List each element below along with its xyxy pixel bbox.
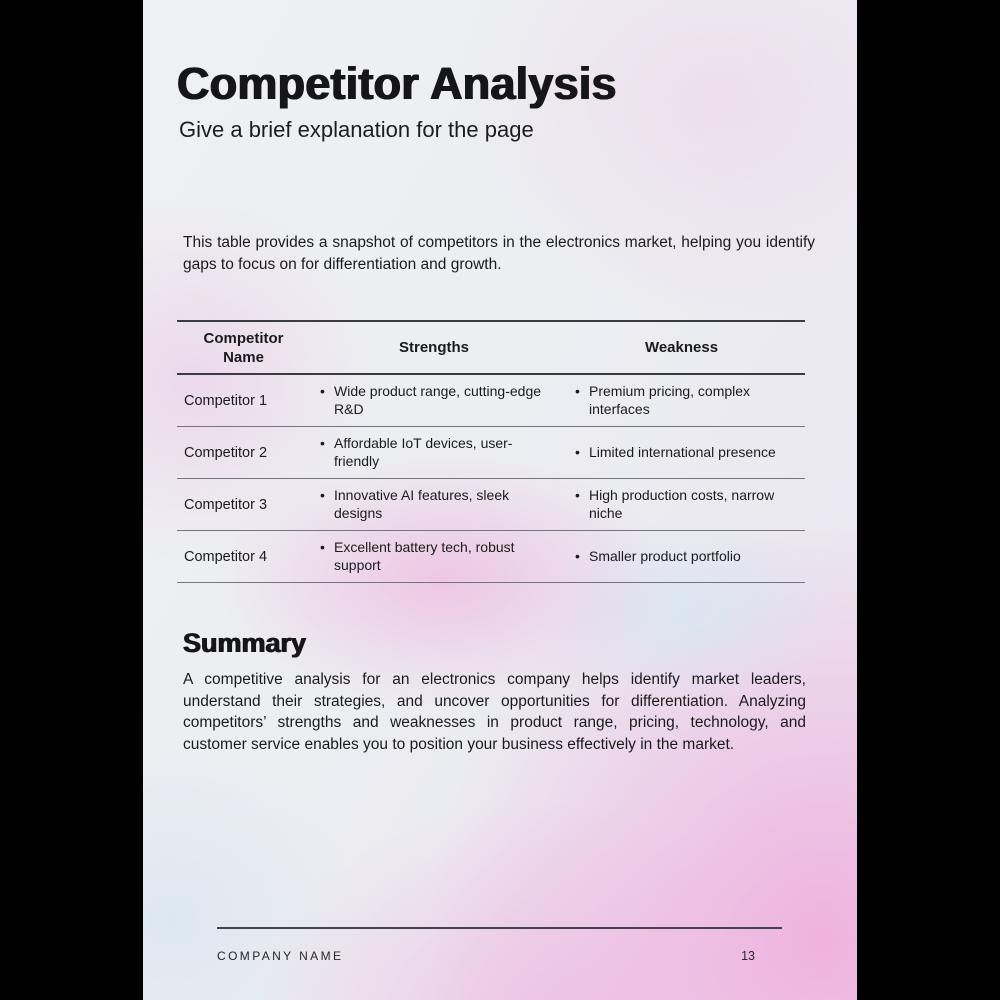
footer-divider [217,927,782,929]
list-item [310,435,558,470]
column-header-label: Weakness [644,339,719,356]
summary-paragraph: A competitive analysis for an electronics company helps identify market leaders, understand their strategies, and uncover opportunities for differentiation. Analyzing competitors’ strengths and weaknesses in product range, pricing, technology, and customer service enables you to position your business effectively in the market. [183,671,806,753]
page-number: 13 [741,949,755,963]
strength-text: Affordable IoT devices, user-friendly [334,435,513,469]
column-header-strengths [310,338,558,357]
list-item [558,383,805,418]
weakness-cell [558,548,805,566]
competitor-name-cell: Competitor 4 [184,548,268,565]
strengths-cell [310,383,558,418]
bullet-icon: • [575,547,580,564]
list-item [558,548,805,566]
strengths-cell [310,487,558,522]
table-row [177,479,805,531]
page-subtitle: Give a brief explanation for the page [179,117,534,142]
column-header-weakness [558,338,805,357]
table-row [177,375,805,427]
weakness-text: Premium pricing, complex interfaces [589,383,751,417]
competitor-name-cell: Competitor 1 [184,392,268,409]
strengths-cell [310,435,558,470]
strengths-cell [310,539,558,574]
strength-text: Innovative AI features, sleek designs [334,487,510,521]
intro-paragraph: This table provides a snapshot of competitors in the electronics market, helping you identify gaps to focus on for differentiation and growth. [183,234,815,273]
weakness-cell [558,383,805,418]
list-item [310,539,558,574]
table-row [177,531,805,583]
weakness-text: Limited international presence [589,443,776,460]
table-row [177,427,805,479]
competitor-name-cell: Competitor 3 [184,496,268,513]
competitor-name-cell: Competitor 2 [184,444,268,461]
footer [217,949,782,963]
list-item [310,487,558,522]
page-title: Competitor Analysis [177,58,617,109]
list-item [310,383,558,418]
bullet-icon: • [320,435,325,451]
column-header-label: Competitor Name [203,329,284,366]
weakness-text: Smaller product portfolio [589,547,741,564]
column-header-label: Strengths [398,339,469,356]
competitor-table [177,320,805,583]
list-item [558,444,805,462]
table-header-row [177,320,805,375]
summary-heading: Summary [183,628,307,658]
company-name: COMPANY NAME [217,949,344,963]
bullet-icon: • [320,383,325,399]
document-page [143,0,857,1000]
list-item [558,487,805,522]
bullet-icon: • [320,539,325,555]
strength-text: Excellent battery tech, robust support [334,539,515,573]
bullet-icon: • [575,443,580,460]
strength-text: Wide product range, cutting-edge R&D [334,383,542,417]
bullet-icon: • [320,487,325,503]
weakness-cell [558,487,805,522]
weakness-text: High production costs, narrow niche [589,487,775,521]
bullet-icon: • [575,383,580,399]
weakness-cell [558,444,805,462]
column-header-competitor-name [177,329,310,367]
bullet-icon: • [575,487,580,503]
